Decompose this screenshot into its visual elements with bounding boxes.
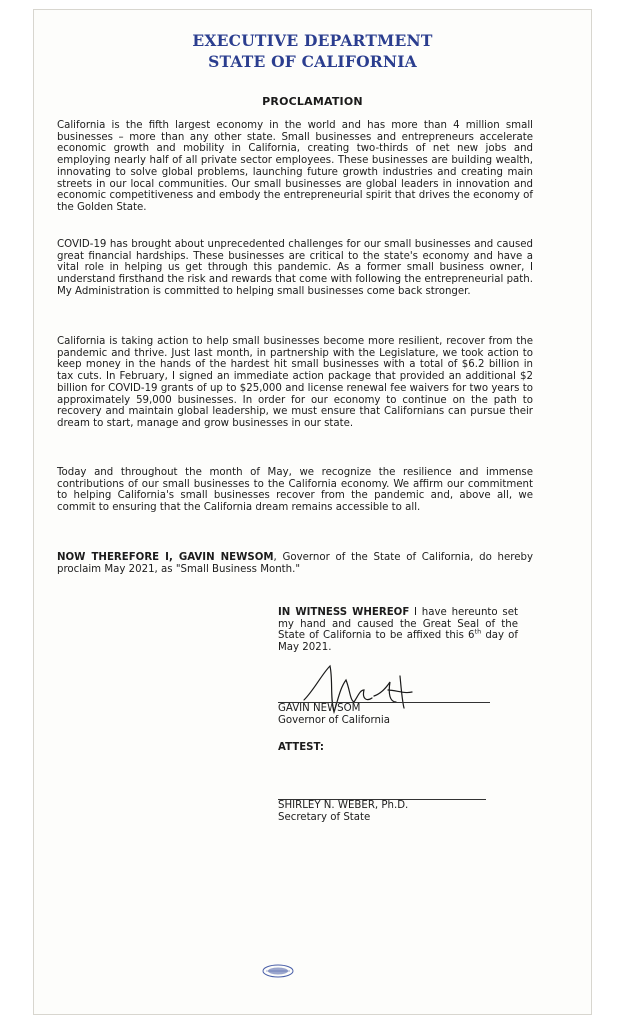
witness-text-2: day of May 2021. xyxy=(278,630,518,654)
governor-title: Governor of California xyxy=(278,715,390,726)
header-state: STATE OF CALIFORNIA xyxy=(208,52,417,71)
witness-text-1: I have hereunto set my hand and caused the Great Seal of the State of California to be affixed this 6 xyxy=(278,607,518,642)
attest-label: ATTEST: xyxy=(278,742,324,753)
document-header xyxy=(0,30,625,72)
paragraph-4: Today and throughout the month of May, we recognize the resilience and immense contributions of our small businesses to the California economy. We affirm our commitment to helping California's small businesses recover from the pandemic and, above all, we commit to ensuring that the California dream remains accessible to all. xyxy=(57,467,533,514)
witness-lead: IN WITNESS WHEREOF xyxy=(278,607,410,618)
governor-name: GAVIN NEWSOM xyxy=(278,703,361,714)
proclamation-lead: NOW THEREFORE I, GAVIN NEWSOM xyxy=(57,552,274,563)
witness-superscript: th xyxy=(474,628,482,637)
proclamation-rest: , Governor of the State of California, do hereby proclaim May 2021, as "Small Business Month." xyxy=(57,552,533,575)
paragraph-2: COVID-19 has brought about unprecedented challenges for our small businesses and caused great financial hardships. These businesses are critical to the state's economy and have a vital role in helping us get through this pandemic. As a former small business owner, I understand firsthand the risk and rewards that come with following the entrepreneurial path. My Administration is committed to helping small businesses come back stronger. xyxy=(57,239,533,297)
witness-statement xyxy=(278,607,518,654)
proclamation-statement xyxy=(57,552,533,575)
secretary-name: SHIRLEY N. WEBER, Ph.D. xyxy=(278,800,409,811)
document-title: PROCLAMATION xyxy=(262,95,363,108)
secretary-title: Secretary of State xyxy=(278,812,371,823)
header-department: EXECUTIVE DEPARTMENT xyxy=(192,31,433,50)
printer-seal-icon xyxy=(262,964,294,978)
paragraph-1: California is the fifth largest economy in the world and has more than 4 million small businesses – more than any other state. Small businesses and entrepreneurs accelerate economic growth and mobility in California, creating two-thirds of net new jobs and employing nearly half of all private sector employees. These businesses are building wealth, innovating to solve global problems, launching future growth industries and creating main streets in our local communities. Our small businesses are global leaders in innovation and economic competitiveness and embody the entrepreneurial spirit that drives the economy of the Golden State. xyxy=(57,120,533,213)
paragraph-3: California is taking action to help small businesses become more resilient, recover from the pandemic and thrive. Just last month, in partnership with the Legislature, we took action to keep money in the hands of the hardest hit small businesses with a total of $6.2 billion in tax cuts. In February, I signed an immediate action package that provided an additional $2 billion for COVID-19 grants of up to $25,000 and license renewal fee waivers for two years to approximately 59,000 businesses. In order for our economy to continue on the path to recovery and maintain global leadership, we must ensure that Californians can pursue their dream to start, manage and grow businesses in our state. xyxy=(57,336,533,429)
